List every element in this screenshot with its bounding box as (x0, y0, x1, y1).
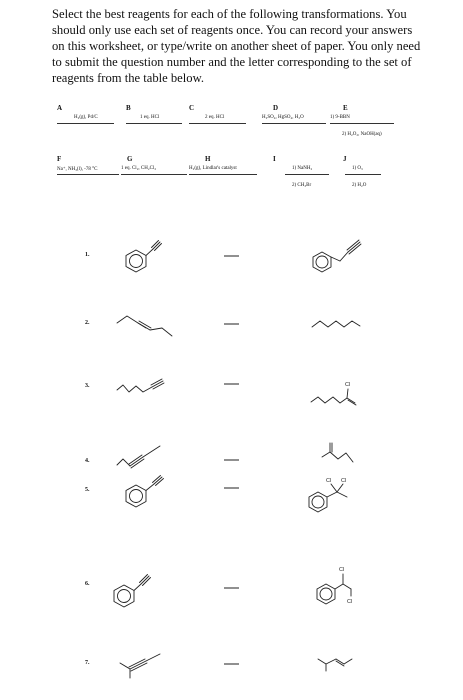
question-number-5: 5. (85, 487, 90, 493)
q5-product-cl-label-2: Cl (341, 478, 347, 484)
reagent-j-line1: 1) O₃ (352, 166, 363, 171)
reagent-letter-b: B (126, 104, 131, 112)
q5-product-gem-dichloride (309, 478, 347, 512)
reagent-letter-j: J (343, 155, 347, 163)
question-number-6: 6. (85, 581, 90, 587)
reagent-letter-e: E (343, 104, 348, 112)
q3-reactant-alkyne (117, 379, 164, 392)
q6-product-cl-label-1: Cl (339, 567, 345, 573)
instructions-text: Select the best reagents for each of the following transformations. You should only use each set of reagents once. You can record your answers on this worksheet, or type/write on another sheet of paper. You only need to submit the question number and the letter corresponding to the set of reagents from the table below. (52, 7, 421, 85)
q2-product-alkane (312, 321, 360, 327)
reagent-a-line1: H₂(g), Pd/C (74, 115, 98, 120)
reagent-letter-c: C (189, 104, 195, 112)
q6-reactant-phenylacetylene (114, 575, 151, 608)
reagent-letter-h: H (205, 155, 211, 163)
reagent-f-line1: Na⁺, NH₃(l), -78 °C (57, 167, 98, 172)
question-number-7: 7. (85, 660, 90, 666)
reagent-i-line2: 2) CH₃Br (292, 183, 312, 188)
question-number-2: 2. (85, 320, 90, 326)
reagent-c-line1: 2 eq. HCl (205, 115, 225, 120)
reagent-letter-a: A (57, 104, 63, 112)
q3-product-cl-label: Cl (345, 382, 351, 388)
reagent-e-line2: 2) H₂O₂, NaOH(aq) (342, 132, 382, 137)
q5-reactant-phenylacetylene (126, 476, 164, 508)
q1-product (313, 240, 361, 272)
reagent-e-line1: 1) 9-BBN (330, 115, 350, 120)
q4-reactant-alkyne (117, 446, 160, 468)
reagent-b-line1: 1 eq. HCl (140, 115, 160, 120)
reagent-letter-f: F (57, 155, 62, 163)
q1-reactant-phenylacetylene (126, 241, 162, 273)
question-number-3: 3. (85, 383, 90, 389)
q3-product-vinyl-chloride (311, 382, 356, 405)
q4-product-ketone (322, 443, 353, 462)
q7-reactant-alkyne (120, 654, 160, 678)
question-number-1: 1. (85, 252, 90, 258)
reagent-letter-i: I (273, 155, 276, 163)
q2-reactant-alkyne (117, 316, 172, 336)
q6-product-vicinal-dichloride (317, 567, 352, 605)
reagent-letter-g: G (127, 155, 133, 163)
q6-product-cl-label-2: Cl (347, 599, 353, 605)
reagent-d-line1: H₂SO₄, HgSO₄, H₂O (262, 115, 304, 120)
reagent-letter-d: D (273, 104, 279, 112)
reagent-j-line2: 2) H₂O (352, 183, 367, 188)
question-number-4: 4. (85, 458, 90, 464)
reagent-g-line1: 1 eq. Cl₂, CH₂Cl₂ (121, 166, 157, 171)
q7-product-alkene (318, 659, 352, 671)
reagent-h-line1: H₂(g), Lindlar's catalyst (189, 166, 237, 171)
reagent-i-line1: 1) NaNH₂ (292, 166, 313, 171)
q5-product-cl-label-1: Cl (326, 478, 332, 484)
